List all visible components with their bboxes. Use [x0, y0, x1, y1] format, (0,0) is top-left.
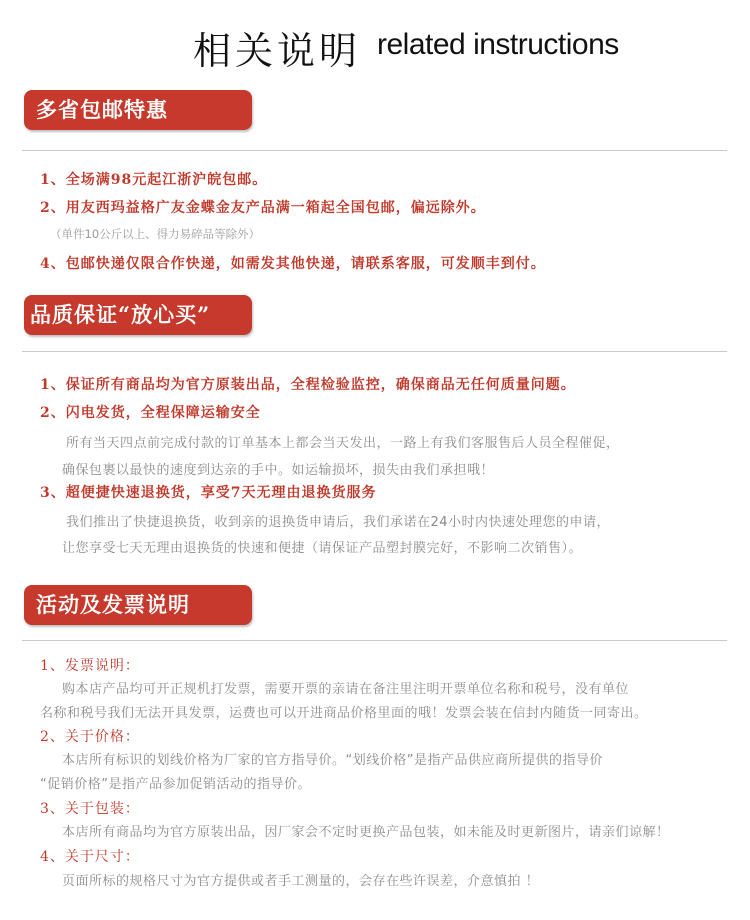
section-heading-invoice: 活动及发票说明	[24, 585, 252, 625]
quality-item-2-detail-1: 所有当天四点前完成付款的订单基本上都会当天发出，一路上有我们客服售后人员全程催促，	[66, 436, 620, 451]
page-header	[0, 12, 750, 72]
section-heading-quality: 品质保证“放心买”	[24, 295, 252, 335]
quality-item-3: 3、超便捷快速退换货，享受7天无理由退换货服务	[40, 485, 377, 501]
shipping-item-1: 1、全场满98元起江浙沪皖包邮。	[40, 172, 268, 188]
invoice-item-1-title: 1、发票说明：	[40, 658, 140, 674]
price-item-detail-2: “促销价格”是指产品参加促销活动的指导价。	[40, 777, 311, 792]
shipping-item-4: 4、包邮快递仅限合作快递，如需发其他快递，请联系客服，可发顺丰到付。	[40, 256, 546, 272]
section-divider	[22, 640, 727, 641]
size-item-detail: 页面所标的规格尺寸为官方提供或者手工测量的，会存在些许误差，介意慎拍 ！	[62, 874, 540, 889]
page-title-en: related instructions	[377, 28, 619, 61]
invoice-item-1-detail-2: 名称和税号我们无法开具发票，运费也可以开进商品价格里面的哦！发票会装在信封内随货一同寄出。	[40, 706, 648, 721]
price-item-detail-1: 本店所有标识的划线价格为厂家的官方指导价。“划线价格”是指产品供应商所提供的指导价	[62, 753, 603, 768]
page-title-cn: 相关说明	[193, 29, 362, 73]
shipping-note: （单件10公斤以上、得力易碎品等除外）	[50, 227, 261, 241]
shipping-item-2: 2、用友西玛益格广友金蝶金友产品满一箱起全国包邮，偏远除外。	[40, 200, 486, 216]
section-divider	[22, 150, 727, 151]
quality-item-2: 2、闪电发货，全程保障运输安全	[40, 405, 261, 421]
packaging-item-title: 3、关于包装：	[40, 801, 140, 817]
section-divider	[22, 351, 727, 352]
quality-item-3-detail-2: 让您享受七天无理由退换货的快速和便捷（请保证产品塑封膜完好，不影响二次销售）。	[62, 541, 583, 556]
quality-item-1: 1、保证所有商品均为官方原装出品，全程检验监控，确保商品无任何质量问题。	[40, 377, 576, 393]
quality-item-3-detail-1: 我们推出了快捷退换货，收到亲的退换货申请后，我们承诺在24小时内快速处理您的申请，	[66, 515, 611, 530]
size-item-title: 4、关于尺寸：	[40, 849, 140, 865]
invoice-item-1-detail-1: 购本店产品均可开正规机打发票，需要开票的亲请在备注里注明开票单位名称和税号，没有单位	[62, 682, 630, 697]
section-heading-free-shipping: 多省包邮特惠	[24, 90, 252, 130]
quality-item-2-detail-2: 确保包裹以最快的速度到达亲的手中。如运输损坏，损失由我们承担哦！	[62, 463, 495, 478]
price-item-title: 2、关于价格：	[40, 729, 140, 745]
packaging-item-detail: 本店所有商品均为官方原装出品，因厂家会不定时更换产品包装，如未能及时更新图片，请亲们谅解！	[62, 825, 670, 840]
